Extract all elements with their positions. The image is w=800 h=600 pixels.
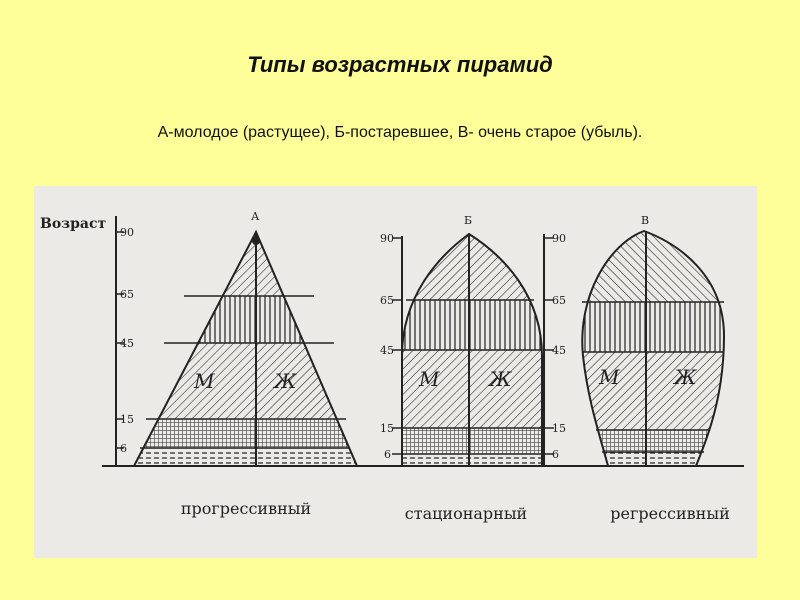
age-mark-15: 15 (120, 413, 134, 426)
age-axis-c (544, 232, 566, 466)
age-mark-c-45: 45 (552, 344, 566, 357)
age-mark-6: 6 (120, 442, 127, 455)
caption-progressive: прогрессивный (180, 499, 312, 518)
age-pyramids-diagram (34, 186, 757, 558)
age-mark-c-65: 65 (552, 294, 566, 307)
pyramid-c-letter: В (641, 214, 650, 227)
age-mark-45: 45 (120, 337, 134, 350)
age-mark-b-45: 45 (380, 344, 394, 357)
pyramid-a (124, 210, 364, 466)
axis-title: Возраст (40, 216, 107, 232)
age-axis-a (116, 216, 134, 466)
age-mark-b-6: 6 (384, 448, 391, 461)
pyramid-a-male-label: М (194, 369, 215, 393)
pyramid-c (574, 214, 734, 466)
pyramid-b-female-label: Ж (489, 367, 512, 391)
pyramid-c-male-label: М (599, 365, 620, 389)
age-mark-b-90: 90 (380, 232, 394, 245)
pyramid-a-female-label: Ж (274, 369, 297, 393)
age-mark-c-15: 15 (552, 422, 566, 435)
caption-stationary: стационарный (404, 504, 528, 523)
pyramid-b (394, 214, 554, 466)
age-mark-c-90: 90 (552, 232, 566, 245)
caption-regressive: регрессивный (610, 504, 730, 523)
age-axis-b (380, 232, 402, 466)
slide-title: Типы возрастных пирамид (247, 52, 553, 77)
age-mark-c-6: 6 (552, 448, 559, 461)
pyramid-b-male-label: М (419, 367, 440, 391)
pyramid-b-letter: Б (464, 214, 473, 227)
pyramid-a-letter: А (251, 210, 260, 223)
pyramid-c-female-label: Ж (674, 365, 697, 389)
age-mark-90: 90 (120, 226, 134, 239)
age-mark-65: 65 (120, 288, 134, 301)
slide-subtitle: А-молодое (растущее), Б-постаревшее, В- очень старое (убыль). (157, 124, 643, 141)
age-pyramids-figure (34, 186, 757, 558)
age-mark-b-15: 15 (380, 422, 394, 435)
age-mark-b-65: 65 (380, 294, 394, 307)
